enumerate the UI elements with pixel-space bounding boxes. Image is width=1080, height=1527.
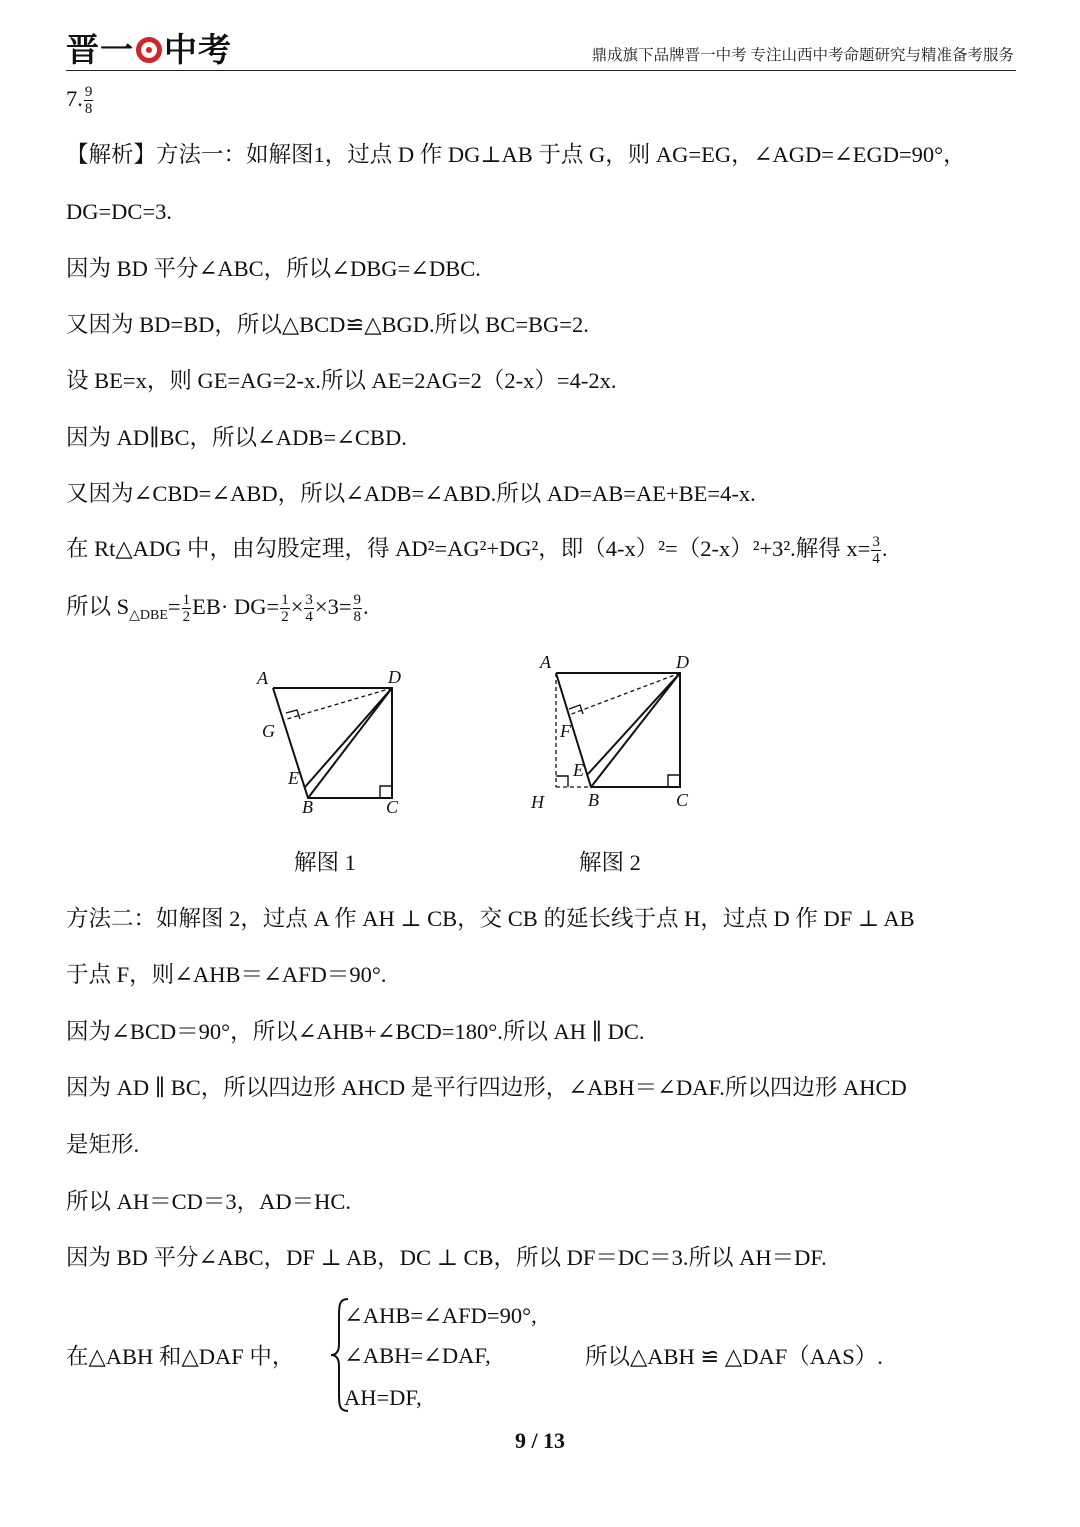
target-icon [136, 37, 162, 63]
equals-sign: = [167, 594, 181, 619]
x-numerator: 3 [872, 534, 880, 551]
fig2-right-angle-f [569, 705, 583, 714]
method2-line-1: 方法二：如解图 2，过点 A 作 AH ⊥ CB，交 CB 的延长线于点 H，过点 D 作 DF ⊥ AB [66, 906, 915, 931]
question-number: 7. [66, 86, 83, 111]
denominator: 2 [281, 609, 289, 626]
denominator: 4 [305, 609, 313, 626]
numerator: 1 [281, 592, 289, 609]
fig2-label-h: H [531, 792, 544, 812]
system-equation-2: ∠ABH=∠DAF, [344, 1343, 491, 1368]
page-header [66, 22, 1016, 71]
solution-line-8: 在 Rt△ADG 中，由勾股定理，得 AD²=AG²+DG²，即（4-x）²=（2-x）²+3².解得 x= $\frac{3}{4}$ . [66, 534, 888, 568]
fig1-label-c: C [386, 797, 399, 817]
answer-fraction [84, 84, 94, 117]
page-number: 9 / 13 [514, 1428, 566, 1453]
fig1-segment-dg [287, 688, 392, 719]
answer-number [66, 84, 94, 117]
fig1-label-b: B [302, 797, 313, 817]
fig2-segment-db [591, 673, 680, 787]
fig1-label-e: E [288, 768, 299, 788]
figure-1-caption: 解图 1 [294, 850, 356, 875]
method2-line-5: 是矩形. [66, 1132, 140, 1157]
fig1-segment-db [308, 688, 392, 798]
solution-line-2: DG=DC=3. [66, 199, 173, 224]
x-value-fraction [871, 534, 881, 567]
period: . [363, 594, 369, 619]
fig2-right-angle-h [556, 776, 568, 787]
half-fraction-2 [280, 592, 290, 625]
solution-line-3: 因为 BD 平分∠ABC，所以∠DBG=∠DBC. [66, 256, 481, 281]
fig2-label-e: E [573, 760, 584, 780]
solution-line-6: 因为 AD∥BC，所以∠ADB=∠CBD. [66, 425, 407, 450]
fig2-label-b: B [588, 790, 599, 810]
header-slogan: 鼎成旗下品牌晋一中考 专注山西中考命题研究与精准备考服务 [591, 47, 1014, 64]
solution-line-5: 设 BE=x，则 GE=AG=2-x.所以 AE=2AG=2（2-x）=4-2x. [66, 368, 617, 393]
system-lead: 在△ABH 和△DAF 中， [66, 1344, 295, 1369]
eb-dg-text: EB· DG= [192, 594, 280, 619]
method2-line-3: 因为∠BCD＝90°，所以∠AHB+∠BCD=180°.所以 AH ∥ DC. [66, 1019, 645, 1044]
figure-2-caption: 解图 2 [579, 850, 641, 875]
three-quarter-fraction [304, 592, 314, 625]
congruence-conclusion: 所以△ABH ≌ △DAF（AAS）. [585, 1344, 883, 1369]
answer-denominator: 8 [84, 101, 93, 118]
method2-line-2: 于点 F，则∠AHB＝∠AFD＝90°. [66, 962, 387, 987]
denominator: 8 [353, 609, 362, 626]
numerator: 3 [305, 592, 313, 609]
method2-line-6: 所以 AH＝CD＝3，AD＝HC. [66, 1189, 352, 1214]
fig2-label-f: F [560, 721, 571, 741]
logo-text-left: 晋一 [66, 30, 134, 69]
fig2-label-d: D [676, 652, 689, 672]
brand-logo [66, 24, 232, 71]
solution-line-1: 【解析】方法一：如解图1，过点 D 作 DG⊥AB 于点 G，则 AG=EG，∠AGD=∠EGD=90°， [66, 142, 966, 167]
solution-line-9 [66, 592, 369, 631]
method2-line-4: 因为 AD ∥ BC，所以四边形 AHCD 是平行四边形，∠ABH＝∠DAF.所以四边形 AHCD [66, 1075, 907, 1100]
numerator: 1 [182, 592, 191, 609]
pythagoras-text: 在 Rt△ADG 中，由勾股定理，得 AD²=AG²+DG²，即（4-x）²=（2-x）²+3².解得 x= [66, 536, 871, 561]
times-three-text: ×3= [314, 594, 352, 619]
times-sign: × [290, 594, 304, 619]
fig2-label-c: C [676, 790, 689, 810]
system-equation-1: ∠AHB=∠AFD=90°, [344, 1303, 537, 1328]
system-equation-3: AH=DF, [344, 1385, 422, 1410]
numerator: 9 [353, 592, 362, 609]
denominator: 2 [182, 609, 191, 626]
method2-line-7: 因为 BD 平分∠ABC，DF ⊥ AB，DC ⊥ CB，所以 DF＝DC＝3.所以 AH＝DF. [66, 1245, 827, 1270]
solution-line-4: 又因为 BD=BD，所以△BCD≌△BGD.所以 BC=BG=2. [66, 312, 589, 337]
fig2-segment-de [588, 673, 680, 774]
result-fraction [353, 592, 363, 625]
x-denominator: 4 [872, 551, 880, 568]
fig2-label-a: A [540, 652, 551, 672]
solution-line-7: 又因为∠CBD=∠ABD，所以∠ADB=∠ABD.所以 AD=AB=AE+BE=4-x. [66, 481, 756, 506]
figure-2 [528, 648, 708, 818]
area-text: 所以 S [66, 594, 130, 619]
fig1-label-a: A [257, 668, 268, 688]
fig2-right-angle-c [668, 775, 680, 787]
logo-text-right: 中考 [164, 30, 232, 69]
fig1-segment-de [305, 688, 392, 787]
figure-1 [250, 660, 420, 820]
area-subscript: △DBE [129, 608, 168, 623]
half-fraction-1 [182, 592, 192, 625]
fig1-label-d: D [388, 667, 401, 687]
fig1-right-angle-g [286, 710, 300, 719]
answer-numerator: 9 [84, 84, 93, 101]
fig1-label-g: G [262, 721, 275, 741]
